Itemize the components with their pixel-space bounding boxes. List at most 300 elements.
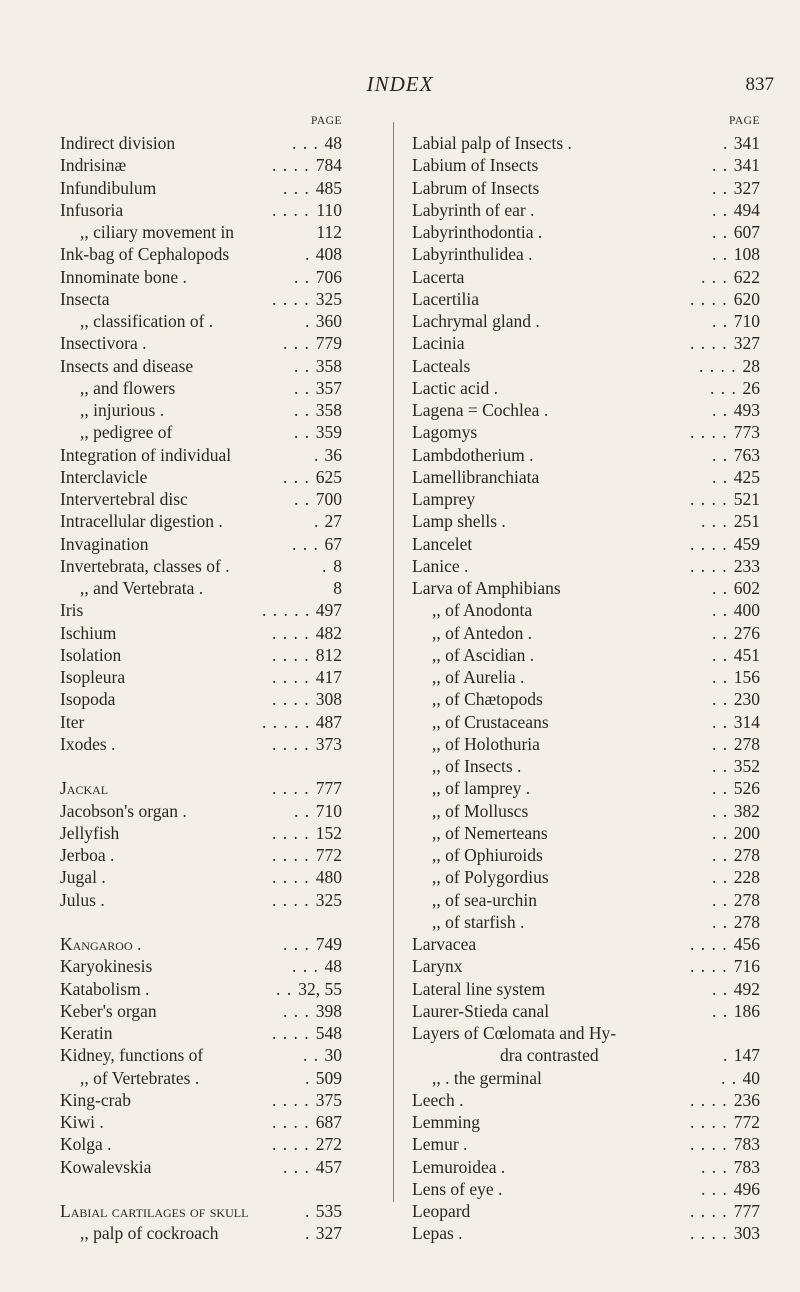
index-entry — [60, 1044, 370, 1066]
index-entry — [412, 288, 760, 310]
section-gap — [60, 911, 370, 933]
dot-leader: . — [305, 244, 311, 265]
dot-leader: . . . . — [690, 555, 728, 576]
dot-leader: . . . — [292, 533, 319, 554]
page-reference: 360 — [315, 311, 342, 331]
index-entry — [60, 844, 370, 866]
dot-leader: . . — [712, 911, 729, 932]
page-reference: 763 — [733, 444, 760, 465]
index-term: Lamp shells . — [412, 511, 506, 532]
dot-leader: . . — [721, 1067, 738, 1088]
dot-leader: . . — [712, 466, 729, 487]
index-term: Lagena = Cochlea . — [412, 400, 549, 420]
page-reference: 749 — [315, 934, 342, 954]
page-reference: 303 — [733, 1223, 760, 1244]
page-reference: 67 — [324, 533, 342, 554]
page-reference: 493 — [733, 400, 760, 420]
dot-leader: . . . . — [690, 1112, 728, 1132]
dot-leader: . . — [712, 222, 729, 242]
index-term: Jugal . — [60, 867, 106, 888]
dot-leader: . . — [712, 444, 729, 465]
index-entry — [60, 1156, 370, 1178]
page-reference: 359 — [315, 422, 342, 443]
index-entry — [412, 310, 760, 332]
dot-leader: . . . — [283, 1000, 310, 1021]
section-gap — [60, 755, 370, 777]
dot-leader: . . . . — [272, 644, 310, 665]
index-term: ,, of Aurelia . — [432, 667, 525, 687]
page-reference: 772 — [733, 1112, 760, 1132]
dot-leader: . . — [712, 1000, 729, 1021]
index-entry — [60, 622, 370, 644]
index-entry — [60, 1089, 370, 1111]
index-entry — [60, 533, 370, 555]
index-entry — [412, 266, 760, 288]
index-entry — [60, 711, 370, 733]
dot-leader: . . — [294, 422, 311, 443]
page-reference: 526 — [733, 778, 760, 799]
page-reference: 812 — [315, 644, 342, 665]
dot-leader: . . — [294, 266, 311, 287]
index-entry — [412, 844, 760, 866]
dot-leader: . . . . — [272, 845, 310, 865]
dot-leader: . . — [712, 845, 729, 865]
page-reference: 408 — [315, 244, 342, 265]
dot-leader: . . — [712, 622, 729, 643]
dot-leader: . . . . — [690, 1201, 728, 1221]
section-gap — [60, 1178, 370, 1200]
dot-leader: . . . — [292, 133, 319, 153]
index-term: ,, palp of cockroach — [80, 1223, 219, 1244]
dot-leader: . . . — [283, 333, 310, 354]
page-reference: 276 — [733, 622, 760, 643]
page-reference: 607 — [733, 222, 760, 242]
page-reference: 8 — [333, 578, 342, 598]
dot-leader: . . . . — [272, 1134, 310, 1155]
index-entry — [412, 1089, 760, 1111]
page-reference: 777 — [315, 778, 342, 799]
dot-leader: . . — [712, 867, 729, 888]
index-term: Larvacea — [412, 934, 477, 954]
dot-leader: . . . . — [272, 667, 310, 687]
index-entry — [60, 355, 370, 377]
index-entry — [412, 355, 760, 377]
dot-leader: . . . . — [272, 155, 310, 176]
dot-leader: . . . . — [272, 733, 310, 754]
index-entry — [412, 800, 760, 822]
dot-leader: . . — [712, 889, 729, 910]
page-reference: 40 — [742, 1067, 760, 1088]
index-term: Lachrymal gland . — [412, 311, 540, 331]
page-reference: 156 — [733, 667, 760, 687]
index-entry — [60, 577, 370, 599]
index-term: ,, of Insects . — [432, 756, 522, 776]
index-term: Lens of eye . — [412, 1178, 503, 1199]
index-term: Isopoda — [60, 689, 116, 710]
dot-leader: . . — [276, 978, 293, 999]
page-reference: 327 — [733, 333, 760, 354]
page-reference: 358 — [315, 400, 342, 420]
index-term: Kidney, functions of — [60, 1045, 204, 1066]
index-entry — [412, 666, 760, 688]
dot-leader: . . . . — [690, 934, 728, 954]
dot-leader: . . — [294, 800, 311, 821]
dot-leader: . . — [712, 978, 729, 999]
page-reference: 36 — [324, 444, 342, 465]
dot-leader: . . . — [701, 1178, 728, 1199]
dot-leader: . . — [294, 377, 311, 398]
index-entry — [412, 933, 760, 955]
dot-leader: . . . — [701, 511, 728, 532]
page-reference: 773 — [733, 422, 760, 443]
index-entry — [412, 555, 760, 577]
dot-leader: . — [305, 311, 311, 331]
dot-leader: . . — [294, 400, 311, 420]
page-reference: 147 — [733, 1045, 760, 1066]
page-reference: 373 — [315, 733, 342, 754]
index-entry — [412, 1200, 760, 1222]
index-term: Karyokinesis — [60, 956, 153, 977]
index-term: Jacobson's organ . — [60, 800, 187, 821]
index-entry — [412, 644, 760, 666]
index-entry — [60, 243, 370, 265]
page-reference: 186 — [733, 1000, 760, 1021]
index-term: Interclavicle — [60, 466, 148, 487]
dot-leader: . . . . — [272, 822, 310, 843]
dot-leader: . . . . — [272, 1089, 310, 1110]
index-term: Insecta — [60, 288, 110, 309]
dot-leader: . . . . — [690, 333, 728, 354]
index-term: Leopard — [412, 1201, 471, 1221]
index-entry — [60, 310, 370, 332]
index-term: Lamellibranchiata — [412, 466, 540, 487]
page-reference: 487 — [315, 711, 342, 732]
page-reference: 710 — [315, 800, 342, 821]
index-entry — [60, 288, 370, 310]
dot-leader: . . — [712, 400, 729, 420]
index-term: Insects and disease — [60, 355, 194, 376]
index-term: Leech . — [412, 1089, 464, 1110]
page-reference: 272 — [315, 1134, 342, 1155]
page-reference: 278 — [733, 911, 760, 932]
index-term: Lamprey — [412, 489, 476, 509]
index-entry — [60, 1200, 370, 1222]
page-reference: 230 — [733, 689, 760, 710]
index-term: King-crab — [60, 1089, 131, 1110]
index-entry — [60, 510, 370, 532]
page-reference: 200 — [733, 822, 760, 843]
page-reference: 308 — [315, 689, 342, 710]
page-reference: 457 — [315, 1156, 342, 1177]
page-reference: 710 — [733, 311, 760, 331]
index-term: Ixodes . — [60, 733, 116, 754]
index-term: Invagination — [60, 533, 149, 554]
index-entry — [60, 599, 370, 621]
index-entry — [412, 510, 760, 532]
index-entry — [412, 1111, 760, 1133]
index-term: ,, of Nemerteans — [432, 822, 548, 843]
dot-leader: . — [305, 1067, 311, 1088]
dot-leader: . . . . . — [262, 600, 311, 621]
index-entry — [60, 399, 370, 421]
index-term: Lambdotherium . — [412, 444, 534, 465]
index-entry — [412, 622, 760, 644]
page-reference: 497 — [315, 600, 342, 621]
page-reference: 327 — [733, 177, 760, 198]
dot-leader: . . — [712, 778, 729, 799]
index-term: Kowalevskia — [60, 1156, 152, 1177]
dot-leader: . — [305, 1201, 311, 1221]
index-term: Lacertilia — [412, 288, 480, 309]
index-entry — [60, 555, 370, 577]
index-entry — [60, 221, 370, 243]
index-entry — [60, 866, 370, 888]
page-reference: 32, 55 — [298, 978, 342, 999]
index-term: ,, of Holothuria — [432, 733, 540, 754]
index-term: Lacteals — [412, 355, 471, 376]
dot-leader: . . — [712, 756, 729, 776]
page-reference: 779 — [315, 333, 342, 354]
index-term: Jellyfish — [60, 822, 120, 843]
index-entry — [60, 733, 370, 755]
index-entry — [60, 1111, 370, 1133]
page-reference: 494 — [733, 199, 760, 220]
dot-leader: . . — [294, 355, 311, 376]
page-reference: 784 — [315, 155, 342, 176]
dot-leader: . . . . — [272, 778, 310, 799]
index-entry — [412, 733, 760, 755]
index-entry — [412, 332, 760, 354]
page-reference: 251 — [733, 511, 760, 532]
index-term: Kiwi . — [60, 1112, 104, 1132]
index-term: Insectivora . — [60, 333, 147, 354]
index-term: ,, of Crustaceans — [432, 711, 549, 732]
dot-leader: . . . . — [690, 288, 728, 309]
index-entry — [412, 154, 760, 176]
page-reference: 341 — [733, 133, 760, 153]
index-term: Lactic acid . — [412, 377, 498, 398]
index-entry — [412, 1067, 760, 1089]
page-reference: 48 — [324, 133, 342, 153]
dot-leader: . . . . — [272, 1023, 310, 1043]
page-reference: 112 — [316, 222, 342, 242]
index-entry — [60, 666, 370, 688]
index-term: Invertebrata, classes of . — [60, 555, 230, 576]
index-entry — [60, 889, 370, 911]
index-term: ,, of lamprey . — [432, 778, 531, 799]
index-entry — [60, 332, 370, 354]
page-reference: 622 — [733, 266, 760, 287]
index-entry — [412, 377, 760, 399]
dot-leader: . . . — [283, 934, 310, 954]
index-term: Ink-bag of Cephalopods — [60, 244, 230, 265]
page-reference: 625 — [315, 466, 342, 487]
page-reference: 27 — [324, 511, 342, 532]
index-entry — [412, 577, 760, 599]
index-entry — [412, 599, 760, 621]
index-term: Intervertebral disc — [60, 489, 188, 509]
index-entry — [60, 444, 370, 466]
index-entry — [60, 154, 370, 176]
dot-leader: . . . . — [690, 489, 728, 509]
page-reference: 620 — [733, 288, 760, 309]
index-term: Keber's organ — [60, 1000, 157, 1021]
dot-leader: . . . . — [690, 422, 728, 443]
dot-leader: . . — [712, 199, 729, 220]
index-entry — [60, 644, 370, 666]
page-reference: 278 — [733, 845, 760, 865]
page-reference: 352 — [733, 756, 760, 776]
index-term: Larynx — [412, 956, 463, 977]
index-term: Katabolism . — [60, 978, 150, 999]
dot-leader: . . — [712, 177, 729, 198]
index-entry — [412, 1178, 760, 1200]
index-term: Labial cartilages of skull — [60, 1201, 249, 1221]
page-reference: 459 — [733, 533, 760, 554]
index-entry — [412, 421, 760, 443]
index-entry — [412, 243, 760, 265]
dot-leader: . . — [712, 578, 729, 598]
page-reference: 417 — [315, 667, 342, 687]
index-entry — [412, 466, 760, 488]
page-reference: 700 — [315, 489, 342, 509]
index-term: Julus . — [60, 889, 105, 910]
index-entry — [412, 955, 760, 977]
index-entry — [412, 1022, 760, 1044]
page-reference: 425 — [733, 466, 760, 487]
page-reference: 108 — [733, 244, 760, 265]
index-entry — [412, 711, 760, 733]
index-entry — [412, 132, 760, 154]
index-term: ,, classification of . — [80, 311, 214, 331]
index-term: Lacerta — [412, 266, 465, 287]
index-entry — [60, 1067, 370, 1089]
page-reference: 26 — [742, 377, 760, 398]
index-term: Ischium — [60, 622, 117, 643]
index-term: Layers of Cœlomata and Hy- — [412, 1023, 617, 1043]
index-term: Labial palp of Insects . — [412, 133, 572, 153]
index-term: Innominate bone . — [60, 266, 187, 287]
index-term: Lacinia — [412, 333, 465, 354]
index-entry — [412, 889, 760, 911]
page-reference: 278 — [733, 889, 760, 910]
index-term: Laurer-Stieda canal — [412, 1000, 550, 1021]
index-term: ,, of Ophiuroids — [432, 845, 543, 865]
index-entry — [60, 266, 370, 288]
index-term: Integration of individual — [60, 444, 232, 465]
index-term: Keratin — [60, 1023, 113, 1043]
index-entry — [60, 800, 370, 822]
page-reference: 233 — [733, 555, 760, 576]
dot-leader: . . . — [283, 1156, 310, 1177]
index-term: Intracellular digestion . — [60, 511, 223, 532]
index-term: Labyrinthodontia . — [412, 222, 543, 242]
page-reference: 382 — [733, 800, 760, 821]
index-term: Lemuroidea . — [412, 1156, 506, 1177]
index-term: Lepas . — [412, 1223, 463, 1244]
page-reference: 535 — [315, 1201, 342, 1221]
page-reference: 357 — [315, 377, 342, 398]
dot-leader: . . . . — [272, 689, 310, 710]
dot-leader: . . . . — [699, 355, 737, 376]
page-reference: 482 — [315, 622, 342, 643]
index-entry — [60, 822, 370, 844]
index-entry — [60, 1133, 370, 1155]
index-term: Labyrinth of ear . — [412, 199, 535, 220]
page-reference: 30 — [324, 1045, 342, 1066]
index-term: ,, of Anodonta — [432, 600, 533, 621]
index-entry — [60, 1022, 370, 1044]
column-divider — [393, 122, 394, 1202]
index-term: Labium of Insects — [412, 155, 539, 176]
page-reference: 456 — [733, 934, 760, 954]
dot-leader: . . . — [283, 466, 310, 487]
index-term: ,, of Ascidian . — [432, 644, 535, 665]
index-entry — [60, 466, 370, 488]
page-reference: 236 — [733, 1089, 760, 1110]
dot-leader: . . — [712, 311, 729, 331]
dot-leader: . . — [712, 822, 729, 843]
index-term: Jackal — [60, 778, 109, 799]
index-term: dra contrasted — [500, 1045, 599, 1066]
index-term: ,, of Molluscs — [432, 800, 529, 821]
index-entry — [60, 421, 370, 443]
dot-leader: . . — [712, 733, 729, 754]
index-term: Lanice . — [412, 555, 469, 576]
dot-leader: . — [314, 444, 320, 465]
index-entry — [60, 955, 370, 977]
index-term: Iris — [60, 600, 84, 621]
index-entry-list — [412, 132, 760, 1245]
index-term: ,, and flowers — [80, 377, 176, 398]
index-entry-list — [60, 132, 370, 1245]
dot-leader: . . . . — [690, 956, 728, 977]
dot-leader: . . — [712, 711, 729, 732]
index-term: Lancelet — [412, 533, 473, 554]
dot-leader: . . — [303, 1045, 320, 1066]
page-reference: 783 — [733, 1134, 760, 1155]
index-term: ,, of Polygordius — [432, 867, 549, 888]
index-term: Lateral line system — [412, 978, 546, 999]
dot-leader: . . . . — [690, 1223, 728, 1244]
page-reference: 375 — [315, 1089, 342, 1110]
page-reference: 772 — [315, 845, 342, 865]
index-entry — [60, 132, 370, 154]
page-reference: 28 — [742, 355, 760, 376]
index-term: Infundibulum — [60, 177, 157, 198]
index-term: Lagomys — [412, 422, 478, 443]
dot-leader: . . . . — [272, 199, 310, 220]
index-term: ,, pedigree of — [80, 422, 173, 443]
index-entry — [60, 777, 370, 799]
index-term: Isolation — [60, 644, 122, 665]
page-reference: 548 — [315, 1023, 342, 1043]
index-entry — [412, 777, 760, 799]
page-reference: 110 — [316, 199, 342, 220]
index-term: ,, and Vertebrata . — [80, 578, 204, 598]
page-reference: 358 — [315, 355, 342, 376]
index-entry — [412, 399, 760, 421]
index-term: Jerboa . — [60, 845, 115, 865]
dot-leader: . . . . — [272, 889, 310, 910]
index-term: ,, injurious . — [80, 400, 165, 420]
dot-leader: . . — [712, 244, 729, 265]
index-term: ,, of starfish . — [432, 911, 525, 932]
index-entry — [412, 533, 760, 555]
dot-leader: . . . . — [272, 867, 310, 888]
index-entry — [412, 911, 760, 933]
page-reference: 480 — [315, 867, 342, 888]
